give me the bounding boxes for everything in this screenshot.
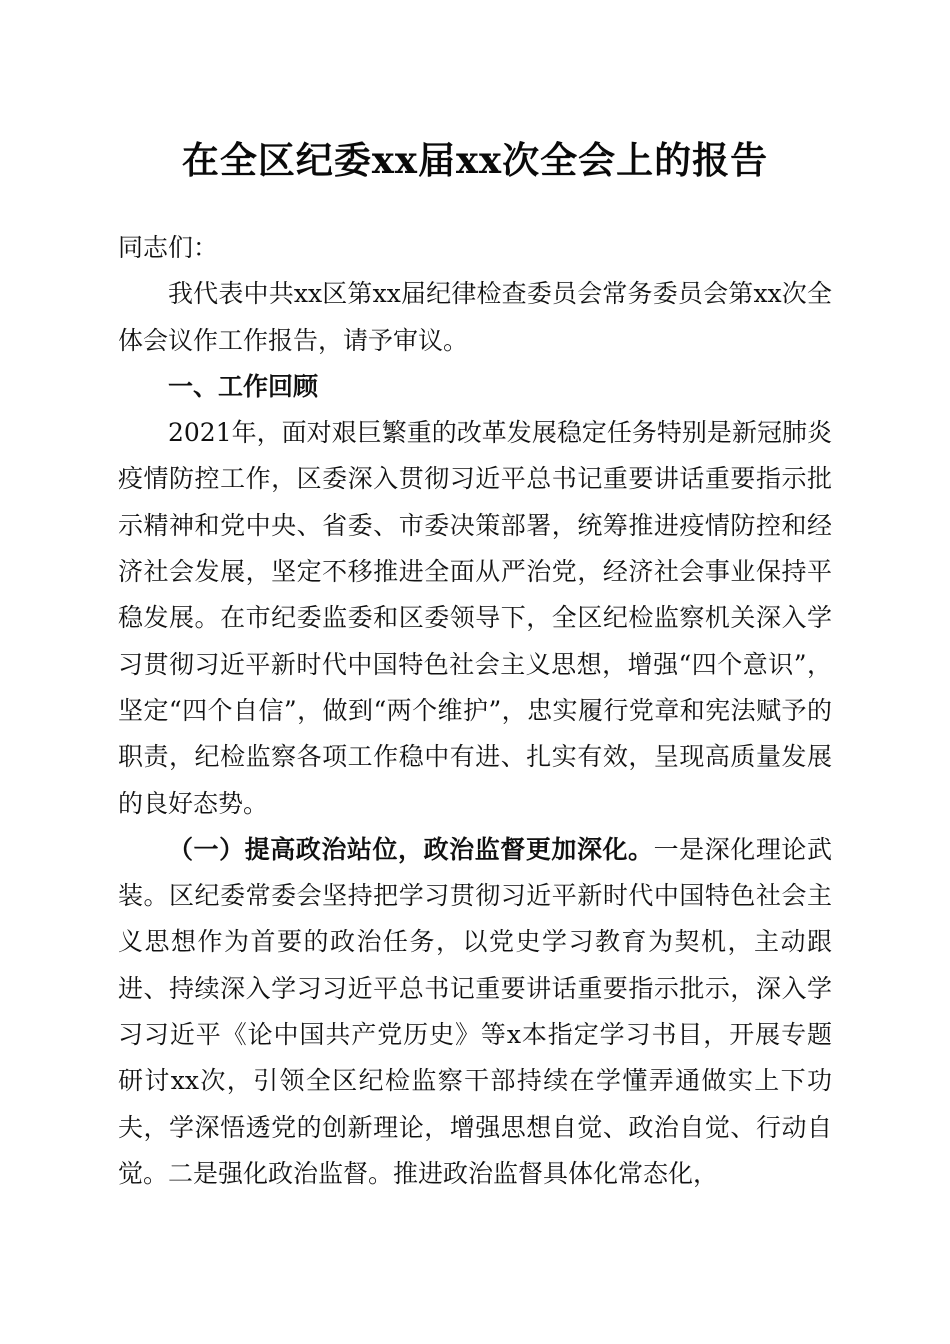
document-body — [118, 225, 832, 1197]
salutation: 同志们： — [118, 233, 219, 262]
subsection-body: 一是深化理论武装。区纪委常委会坚持把学习贯彻习近平新时代中国特色社会主义思想作为首要的政治任务，以党史学习教育为契机，主动跟进、持续深入学习习近平总书记重要讲话重要指示批示，深入学习习近平《论中国共产党历史》等x本指定学习书目，开展专题研讨xx次，引领全区纪检监察干部持续在学懂弄通做实上下功夫，学深悟透党的创新理论，增强思想自觉、政治自觉、行动自觉。二是强化政治监督。推进政治监督具体化常态化， — [118, 834, 832, 1188]
review-paragraph: 2021年，面对艰巨繁重的改革发展稳定任务特别是新冠肺炎疫情防控工作，区委深入贯彻习近平总书记重要讲话重要指示批示精神和党中央、省委、市委决策部署，统筹推进疫情防控和经济社会发展，坚定不移推进全面从严治党，经济社会事业保持平稳发展。在市纪委监委和区委领导下，全区纪检监察机关深入学习贯彻习近平新时代中国特色社会主义思想，增强“四个意识”，坚定“四个自信”，做到“两个维护”，忠实履行党章和宪法赋予的职责，纪检监察各项工作稳中有进、扎实有效，呈现高质量发展的良好态势。 — [118, 418, 832, 818]
subsection-paragraph — [118, 827, 832, 1197]
document-title: 在全区纪委xx届xx次全会上的报告 — [181, 138, 769, 182]
intro-paragraph: 我代表中共xx区第xx届纪律检查委员会常务委员会第xx次全体会议作工作报告，请予审议。 — [118, 279, 832, 355]
subsection-lead: （一）提高政治站位，政治监督更加深化。 — [168, 834, 654, 864]
section-heading-review: 一、工作回顾 — [168, 371, 319, 401]
